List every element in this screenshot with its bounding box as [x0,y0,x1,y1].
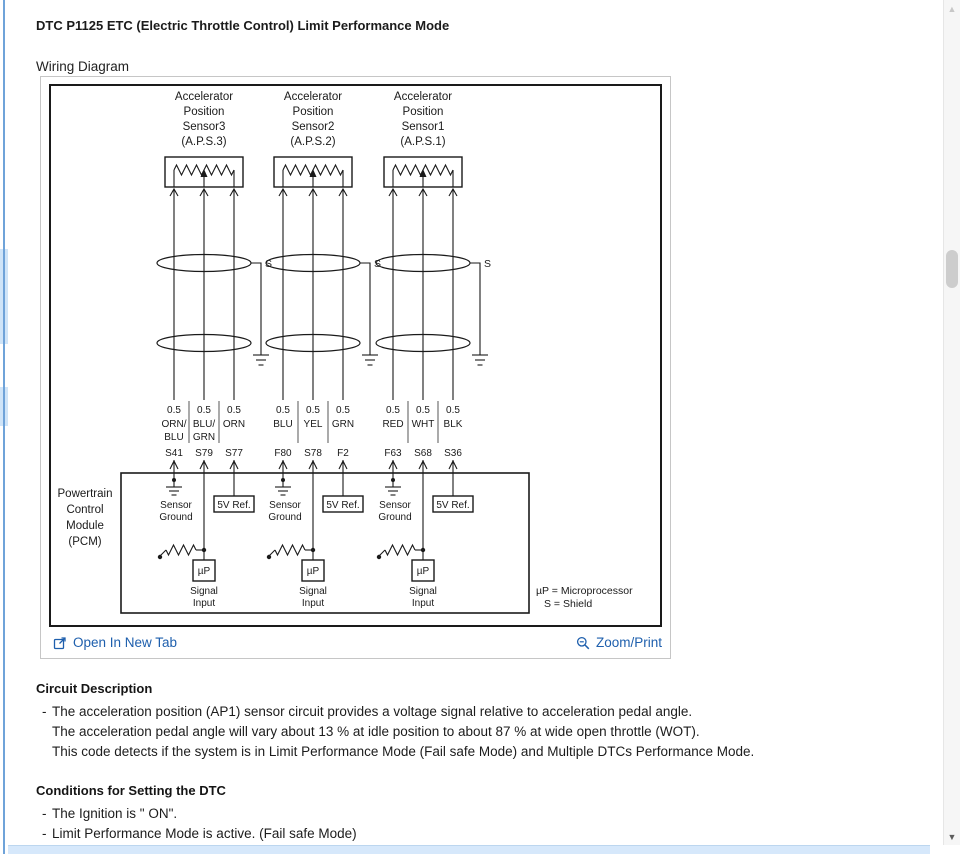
sensor-label: (A.P.S.3) [181,136,227,148]
shield-label: S [374,258,382,270]
microprocessor-label: µP [416,566,430,577]
signal-input-label: Input [301,598,325,609]
wiring-diagram-panel [40,76,671,659]
sensor-aps1 [384,91,462,196]
wire-color: BLU/ [192,419,216,430]
wiring-diagram [49,84,662,627]
signal-input-label: Signal [190,586,218,597]
list-item [36,702,924,722]
wire-gauge: 0.5 [227,405,241,416]
shield-drain [470,263,480,355]
wire-gauge: 0.5 [416,405,430,416]
zoom-print-label: Zoom/Print [595,635,662,650]
legend-microprocessor: µP = Microprocessor [536,585,633,597]
wire-color: WHT [411,419,435,430]
shielded-wires-aps1 [376,189,491,400]
resistor [385,545,415,555]
sensor-label: Sensor3 [182,121,226,133]
pin-label: F2 [337,448,349,459]
list-item-text: Limit Performance Mode is active. (Fail safe Mode) [52,826,357,841]
diagram-border [50,85,661,626]
sensor-ground-label: Sensor [160,500,192,511]
sensor-label: Sensor1 [401,121,445,133]
wire-gauge: 0.5 [446,405,460,416]
list-item [36,742,924,762]
list-item [36,824,924,844]
zoom-print-link[interactable] [576,635,662,650]
shielded-wires-aps2 [266,189,381,400]
sensor-label: Accelerator [393,91,453,103]
pcm-label: Control [66,504,104,516]
wire-color: ORN/ [161,419,187,430]
sensor-label: Sensor2 [291,121,335,133]
bullet-dash [36,742,52,762]
bullet-dash: - [42,826,47,841]
list-item-text: The Ignition is " ON". [52,806,178,821]
sensor-label: (A.P.S.2) [290,136,336,148]
window-edge-line [3,0,5,854]
shielded-wires-aps3 [157,189,272,400]
wire-color: BLU [164,432,184,443]
sensor-ground-label: Ground [159,512,193,523]
5v-ref-label: 5V Ref. [436,500,470,511]
list-item [36,722,924,742]
wiper-arrow [310,169,317,177]
wire-color: RED [382,419,404,430]
signal-input-label: Input [192,598,216,609]
scroll-up-icon[interactable]: ▲ [947,4,957,14]
wire-labels-aps1 [382,401,462,473]
wire-color: GRN [192,432,216,443]
open-in-new-tab-label: Open In New Tab [73,635,178,650]
wire-gauge: 0.5 [336,405,350,416]
resistor [275,545,305,555]
pin-label: S41 [165,448,183,459]
scrollbar-corner [943,845,960,854]
sensor-label: (A.P.S.1) [400,136,446,148]
wire-color: BLK [443,419,463,430]
microprocessor-label: µP [197,566,211,577]
wire-gauge: 0.5 [386,405,400,416]
pin-label: F63 [384,448,402,459]
sensor-label: Accelerator [283,91,343,103]
sensor-ground-label: Ground [378,512,412,523]
sensor-ground-label: Sensor [269,500,301,511]
signal-input-label: Signal [299,586,327,597]
section-heading-circuit-description: Circuit Description [36,681,153,696]
list-item-text: The acceleration position (AP1) sensor circuit provides a voltage signal relative to acceleration pedal angle. [52,704,693,719]
diagram-legend [536,585,633,610]
wire-gauge: 0.5 [197,405,211,416]
signal-input-label: Signal [409,586,437,597]
bullet-dash: - [42,806,47,821]
shield-label: S [265,258,273,270]
pin-label: S78 [304,448,322,459]
bullet-dash [36,722,52,742]
pcm-label: Powertrain [57,488,113,500]
wiper-arrow [420,169,427,177]
5v-ref-label: 5V Ref. [217,500,251,511]
pcm-label: (PCM) [68,536,102,548]
pcm-box [58,473,529,613]
pin-label: F80 [274,448,292,459]
wire-labels-aps3 [162,401,246,473]
open-in-new-tab-icon [53,636,67,650]
sensor-aps2 [274,91,352,196]
wire-color: GRN [331,419,355,430]
pin-label: S36 [444,448,462,459]
horizontal-scrollbar[interactable] [8,845,930,854]
sensor-label: Accelerator [174,91,234,103]
sensor-ground-label: Sensor [379,500,411,511]
viewer-toolbar [41,633,670,657]
shield-drain [360,263,370,355]
pin-label: S79 [195,448,213,459]
list-item [36,804,924,824]
list-item-text: The acceleration pedal angle will vary about 13 % at idle position to about 87 % at wide open throttle (WOT). [52,724,700,739]
bullet-dash: - [42,704,47,719]
vertical-scrollbar[interactable] [943,0,960,854]
vertical-scrollbar-thumb[interactable] [946,250,958,288]
shield-label: S [484,258,492,270]
sensor-ground-label: Ground [268,512,302,523]
pcm-circuit-aps2 [267,473,363,609]
pcm-circuit-aps1 [377,473,473,609]
zoom-icon [576,636,590,650]
wire-color: YEL [303,419,323,430]
wire-gauge: 0.5 [276,405,290,416]
wire-color: BLU [273,419,293,430]
wiper-arrow [201,169,208,177]
sensor-label: Position [402,106,444,118]
description-sections [36,681,924,844]
signal-input-label: Input [411,598,435,609]
pin-label: S77 [225,448,243,459]
resistor [166,545,196,555]
open-in-new-tab-link[interactable] [53,635,177,650]
list-item-text: This code detects if the system is in Limit Performance Mode (Fail safe Mode) and Multiple DTCs Performance Mode. [52,744,755,759]
legend-shield: S = Shield [544,598,593,610]
shield-drain [251,263,261,355]
pin-label: S68 [414,448,432,459]
sensor-label: Position [183,106,225,118]
sensor-aps3 [165,91,243,196]
wiring-diagram-label: Wiring Diagram [36,59,130,74]
page-title: DTC P1125 ETC (Electric Throttle Control) Limit Performance Mode [36,18,450,33]
section-heading-conditions: Conditions for Setting the DTC [36,783,226,798]
scroll-down-icon[interactable]: ▼ [947,832,957,842]
wire-labels-aps2 [273,401,354,473]
pcm-label: Module [66,520,104,532]
pcm-circuit-aps3 [158,473,254,609]
wire-gauge: 0.5 [306,405,320,416]
5v-ref-label: 5V Ref. [326,500,360,511]
wire-color: ORN [222,419,246,430]
microprocessor-label: µP [306,566,320,577]
wire-gauge: 0.5 [167,405,181,416]
sensor-label: Position [292,106,334,118]
